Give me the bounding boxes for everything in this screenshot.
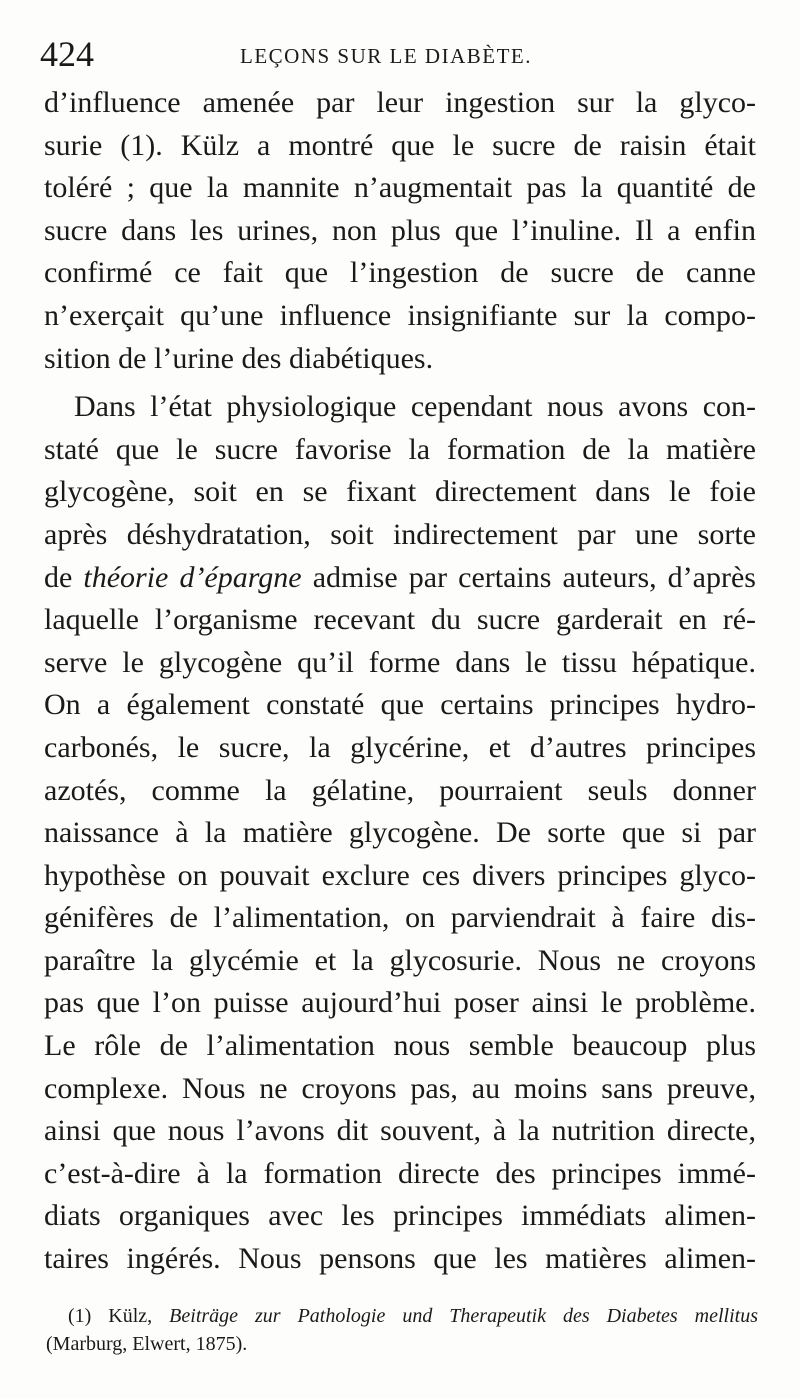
text-line: surie (1). Külz a montré que le sucre de raisin était bbox=[44, 128, 756, 162]
text-line: d’influence amenée par leur ingestion sur la glyco- bbox=[44, 86, 756, 119]
text-line: Dans l’état physiologique cependant nous avons con- bbox=[74, 390, 756, 424]
text-line: complexe. Nous ne croyons pas, au moins sans preuve, bbox=[44, 1071, 756, 1105]
text-line: azotés, comme la gélatine, pourraient seuls donner bbox=[44, 773, 756, 807]
footnote-title: Beiträge zur Pathologie und Therapeutik des Diabetes mellitus bbox=[169, 1305, 758, 1327]
footnote bbox=[46, 1302, 758, 1358]
text-line: taires ingérés. Nous pensons que les matières alimen- bbox=[44, 1242, 756, 1276]
footnote-line: (Marburg, Elwert, 1875). bbox=[46, 1333, 248, 1355]
text-line: sucre dans les urines, non plus que l’inuline. Il a enfin bbox=[44, 213, 756, 247]
text-line: ainsi que nous l’avons dit souvent, à la nutrition directe, bbox=[44, 1114, 756, 1148]
text-line: laquelle l’organisme recevant du sucre garderait en ré- bbox=[44, 603, 756, 637]
running-title: LEÇONS SUR LE DIABÈTE. bbox=[240, 44, 532, 68]
text-line: pas que l’on puisse aujourd’hui poser ainsi le problème. bbox=[44, 986, 756, 1020]
text-line: staté que le sucre favorise la formation de la matière bbox=[44, 432, 756, 466]
body-text bbox=[44, 82, 756, 1281]
italic-term: théorie d’épargne bbox=[83, 560, 302, 594]
text-line: naissance à la matière glycogène. De sorte que si par bbox=[44, 816, 756, 850]
text-line: toléré ; que la mannite n’augmentait pas la quantité de bbox=[44, 171, 756, 205]
text-line: génifères de l’alimentation, on parviendrait à faire dis- bbox=[44, 901, 756, 935]
text-line: c’est-à-dire à la formation directe des principes immé- bbox=[44, 1156, 756, 1190]
text-line: carbonés, le sucre, la glycérine, et d’autres principes bbox=[44, 730, 756, 764]
text-line: On a également constaté que certains principes hydro- bbox=[44, 688, 756, 722]
footnote-marker: (1) Külz, bbox=[68, 1305, 170, 1327]
text-line: glycogène, soit en se fixant directement dans le foie bbox=[44, 475, 756, 509]
text-line: Le rôle de l’alimentation nous semble beaucoup plus bbox=[44, 1029, 756, 1063]
text-line: paraître la glycémie et la glycosurie. Nous ne croyons bbox=[44, 943, 756, 977]
text-line: sition de l’urine des diabétiques. bbox=[44, 341, 434, 375]
text-line: hypothèse on pouvait exclure ces divers principes glyco- bbox=[44, 858, 756, 892]
page-header bbox=[40, 34, 760, 74]
text-line: après déshydratation, soit indirectement par une sorte bbox=[44, 517, 756, 551]
text-line: n’exerçait qu’une influence insignifiante sur la compo- bbox=[44, 298, 756, 332]
page-number: 424 bbox=[40, 34, 94, 74]
text-line-with-italic bbox=[44, 557, 756, 600]
footnote-line bbox=[46, 1302, 758, 1330]
text-segment: admise par certains auteurs, d’après bbox=[301, 560, 756, 594]
text-line: confirmé ce fait que l’ingestion de sucre de canne bbox=[44, 256, 756, 290]
text-segment: de bbox=[44, 560, 84, 594]
text-line: diats organiques avec les principes immédiats alimen- bbox=[44, 1199, 756, 1233]
text-line: serve le glycogène qu’il forme dans le tissu hépatique. bbox=[44, 645, 756, 679]
